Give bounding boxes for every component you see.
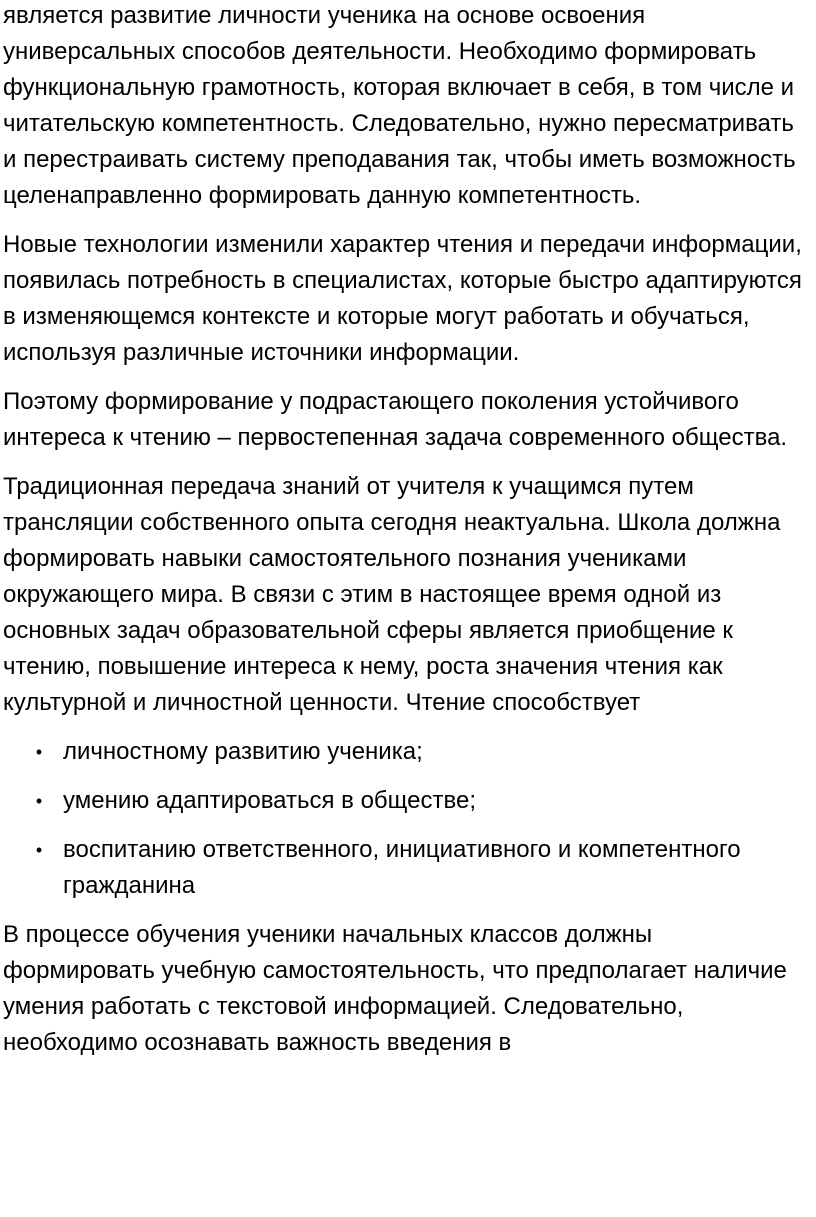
bullet-text: воспитанию ответственного, инициативного и компетентного гражданина bbox=[63, 836, 741, 899]
bullet-icon: • bbox=[35, 742, 43, 762]
bullet-item bbox=[3, 783, 806, 819]
paragraph-reading-interest: Поэтому формирование у подрастающего поколения устойчивого интереса к чтению – первостепенная задача современного общества. bbox=[3, 388, 788, 451]
bullet-text: умению адаптироваться в обществе; bbox=[63, 787, 476, 814]
bullet-list bbox=[3, 734, 806, 904]
bullet-icon: • bbox=[35, 840, 43, 860]
bullet-text: личностному развитию ученика; bbox=[63, 738, 423, 765]
bullet-icon: • bbox=[35, 791, 43, 811]
paragraph-new-technologies: Новые технологии изменили характер чтения и передачи информации, появилась потребность в специалистах, которые быстро адаптируются в изменяющемся контексте и которые могут работать и обучаться, используя различные источники информации. bbox=[3, 231, 802, 366]
paragraph-traditional-knowledge: Традиционная передача знаний от учителя к учащимся путем трансляции собственного опыта сегодня неактуальна. Школа должна формировать навыки самостоятельного познания учениками окружающего мира. В связи с этим в настоящее время одной из основных задач образовательной сферы является приобщение к чтению, повышение интереса к нему, роста значения чтения как культурной и личностной ценности. Чтение способствует bbox=[3, 473, 781, 716]
paragraph-primary-school: В процессе обучения ученики начальных классов должны формировать учебную самостоятельность, что предполагает наличие умения работать с текстовой информацией. Следовательно, необходимо осознавать важность введения в bbox=[3, 921, 787, 1056]
paragraph-personal-development: является развитие личности ученика на основе освоения универсальных способов деятельности. Необходимо формировать функциональную грамотность, которая включает в себя, в том числе и читательскую компетентность. Следовательно, нужно пересматривать и перестраивать систему преподавания так, чтобы иметь возможность целенаправленно формировать данную компетентность. bbox=[3, 2, 796, 209]
bullet-item bbox=[3, 734, 806, 770]
bullet-item bbox=[3, 832, 806, 904]
